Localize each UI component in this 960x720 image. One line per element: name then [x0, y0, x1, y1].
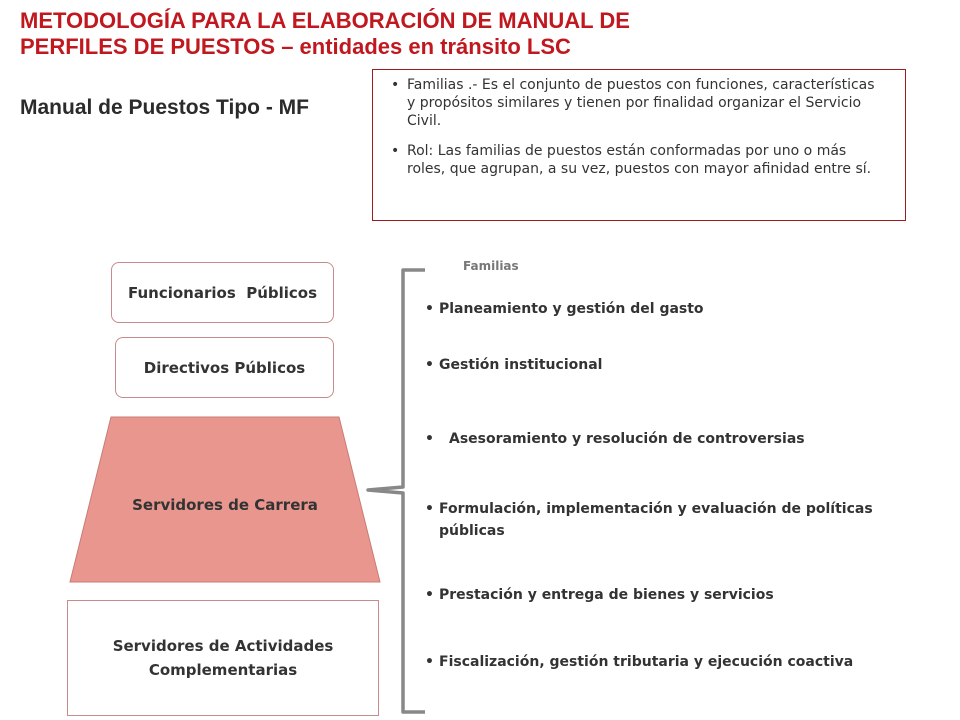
- box-actividades-complementarias: [67, 600, 379, 716]
- family-item: • Fiscalización, gestión tributaria y ejecución coactiva: [425, 654, 854, 670]
- actividades-label-line-2: Complementarias: [148, 661, 298, 679]
- family-item-label: Prestación y entrega de bienes y servicios: [439, 587, 774, 603]
- family-item: • Formulación, implementación y evaluación de políticas públicas: [425, 501, 873, 539]
- family-item-label: Formulación, implementación y evaluación de políticas: [439, 501, 873, 517]
- box-funcionarios-label: Funcionarios Públicos: [127, 283, 318, 302]
- family-item-label: Fiscalización, gestión tributaria y ejecución coactiva: [439, 654, 854, 670]
- familias-heading: Familias: [463, 259, 519, 273]
- definitions-box: [372, 69, 906, 221]
- family-item: • Asesoramiento y resolución de controversias: [425, 431, 805, 447]
- family-item-label: Asesoramiento y resolución de controversias: [449, 431, 805, 447]
- title-line-1: METODOLOGÍA PARA LA ELABORACIÓN DE MANUAL DE: [20, 8, 630, 33]
- box-directivos-publicos: [115, 337, 334, 398]
- title-line-2: PERFILES DE PUESTOS – entidades en tránsito LSC: [20, 34, 571, 59]
- carrera-label: Servidores de Carrera: [132, 496, 318, 514]
- box-directivos-label: Directivos Públicos: [143, 358, 306, 377]
- family-item: • Planeamiento y gestión del gasto: [425, 301, 704, 317]
- family-item-label: Planeamiento y gestión del gasto: [439, 301, 704, 317]
- page-title: [20, 8, 920, 60]
- actividades-label-line-1: Servidores de Actividades: [112, 637, 334, 655]
- definition-rol: • Rol: Las familias de puestos están conformadas por uno o más roles, que agrupan, a su vez, puestos con mayor afinidad entre sí.: [407, 142, 883, 178]
- family-item: • Gestión institucional: [425, 357, 603, 373]
- family-item-label: Gestión institucional: [439, 357, 603, 373]
- box-funcionarios-publicos: [111, 262, 334, 323]
- family-item-label-cont: públicas: [439, 523, 505, 539]
- definition-familias: • Familias .- Es el conjunto de puestos con funciones, características y propósitos similares y tienen por finalidad organizar el Servicio Civil.: [407, 76, 883, 130]
- page-subtitle: Manual de Puestos Tipo - MF: [20, 96, 309, 119]
- family-item: • Prestación y entrega de bienes y servicios: [425, 587, 774, 603]
